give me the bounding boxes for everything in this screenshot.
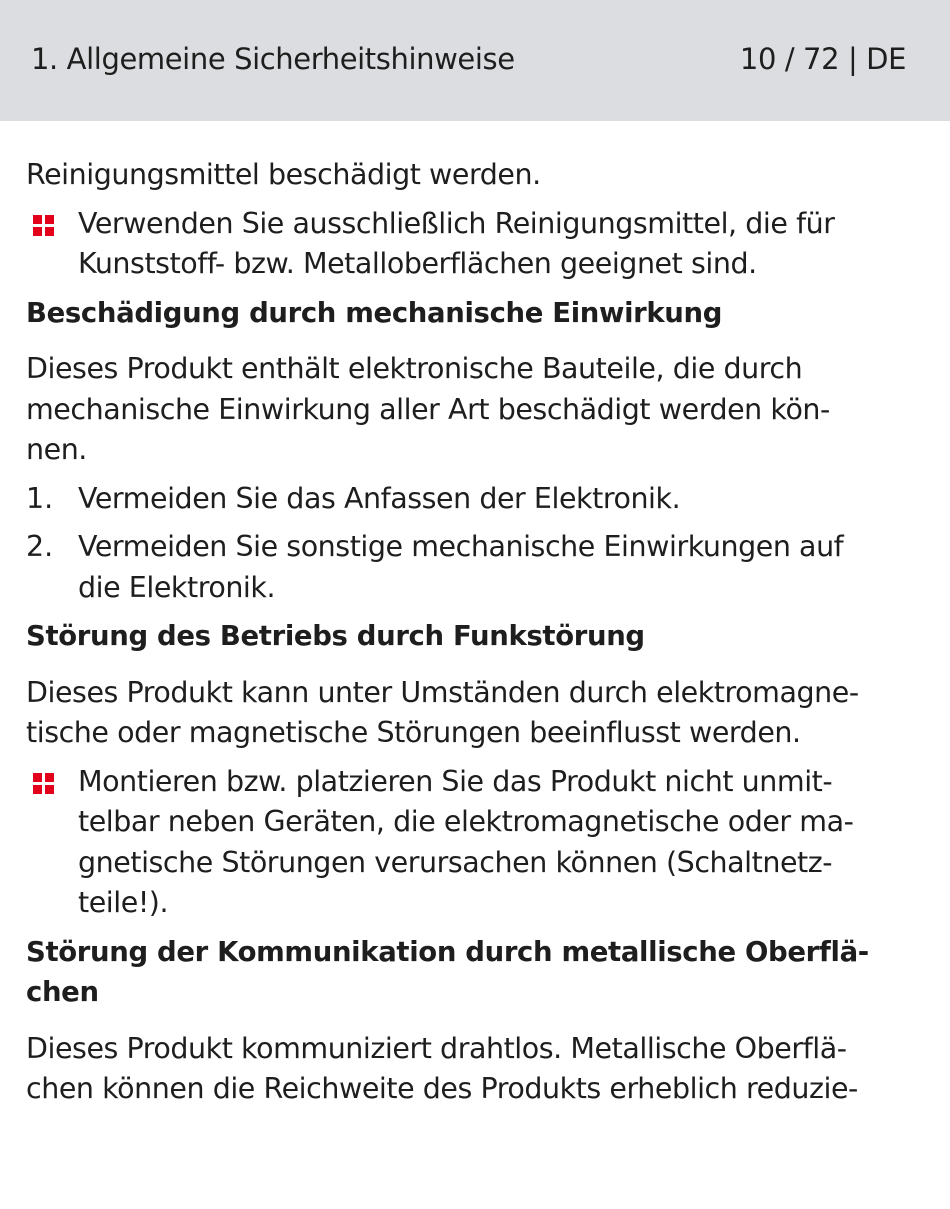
text-line: Vermeiden Sie das Anfassen der Elektronik.	[78, 481, 681, 515]
section-title: 1. Allgemeine Sicherheitshinweise	[31, 42, 515, 76]
text-line: tische oder magnetische Störungen beeinflusst werden.	[26, 716, 801, 749]
bullet-item-mounting	[26, 762, 916, 924]
text-line: Dieses Produkt kann unter Umständen durch elektromagne-	[26, 675, 859, 709]
text-line: Vermeiden Sie sonstige mechanische Einwirkungen auf	[78, 530, 844, 563]
heading-metal-surfaces	[26, 932, 916, 1013]
page-indicator: 10 / 72 | DE	[739, 42, 906, 76]
heading-line: chen	[26, 976, 99, 1008]
page-header	[0, 0, 950, 121]
text-line: gnetische Störungen verursachen können (Schaltnetz-	[78, 845, 833, 879]
paragraph-cleaning	[26, 155, 916, 196]
heading-radio-interference: Störung des Betriebs durch Funkstörung	[26, 620, 645, 652]
heading-line: Störung der Kommunikation durch metallische Oberflä-	[26, 935, 869, 968]
document-body	[26, 155, 916, 1118]
text-line: Kunststoff- bzw. Metalloberflächen geeignet sind.	[78, 247, 757, 280]
text-line: Dieses Produkt kommuniziert drahtlos. Metallische Oberflä-	[26, 1031, 847, 1065]
text-line: nen.	[26, 433, 87, 466]
numbered-step-1	[26, 479, 916, 520]
paragraph-interference	[26, 673, 916, 754]
step-number: 2.	[26, 530, 54, 563]
text-line: telbar neben Geräten, die elektromagnetische oder ma-	[78, 805, 854, 838]
text-line: Dieses Produkt enthält elektronische Bauteile, die durch	[26, 352, 803, 385]
bullet-item-cleaning	[26, 204, 916, 285]
text-line: die Elektronik.	[78, 570, 276, 604]
heading-mechanical-damage: Beschädigung durch mechanische Einwirkung	[26, 296, 723, 329]
text-line: Reinigungsmittel beschädigt werden.	[26, 158, 541, 191]
text-line: teile!).	[78, 886, 169, 919]
text-line: Montieren bzw. platzieren Sie das Produkt nicht unmit-	[78, 764, 833, 798]
paragraph-mechanical	[26, 349, 916, 471]
text-line: chen können die Reichweite des Produkts erheblich reduzie-	[26, 1072, 858, 1105]
text-line: mechanische Einwirkung aller Art beschädigt werden kön-	[26, 392, 830, 426]
red-square-bullet-icon	[33, 215, 55, 237]
numbered-step-2	[26, 527, 916, 608]
step-number: 1.	[26, 481, 54, 515]
text-line: Verwenden Sie ausschließlich Reinigungsmittel, die für	[78, 206, 835, 240]
paragraph-wireless	[26, 1029, 916, 1110]
red-square-bullet-icon	[33, 773, 55, 795]
